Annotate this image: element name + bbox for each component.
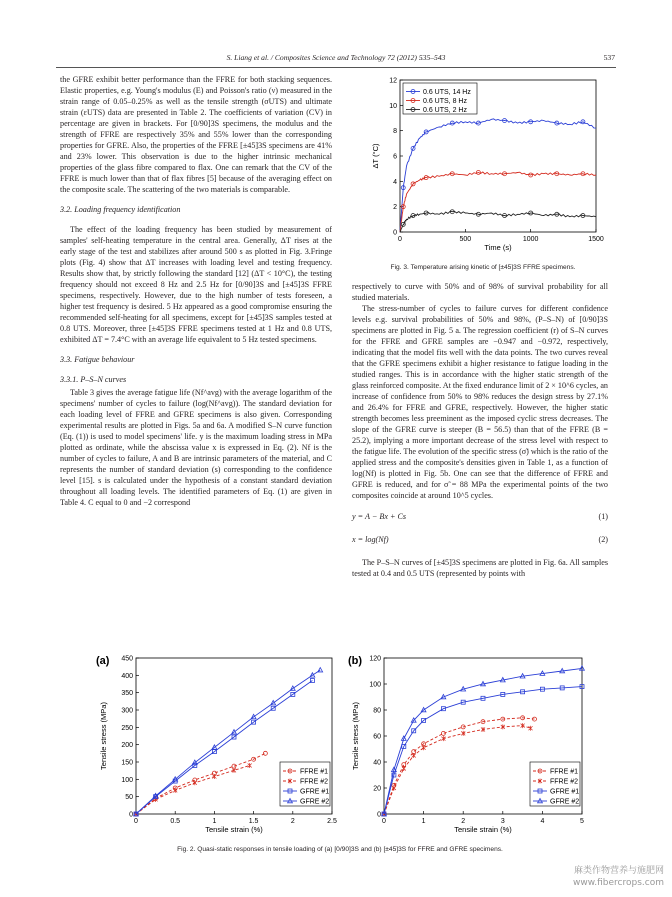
data-point xyxy=(193,780,197,785)
panel-label: (a) xyxy=(96,655,110,667)
series-line xyxy=(384,718,535,814)
x-tick-label: 5 xyxy=(580,818,584,825)
y-tick-label: 2 xyxy=(393,204,397,212)
series-line xyxy=(136,753,265,814)
page-number: 537 xyxy=(603,53,615,62)
legend-label: 0.6 UTS, 2 Hz xyxy=(423,106,467,114)
series-ffre-1 xyxy=(382,716,536,816)
series-0-6-uts-2-hz xyxy=(400,210,596,232)
x-tick-label: 0 xyxy=(398,236,402,243)
y-tick-label: 100 xyxy=(121,776,133,784)
x-axis-label: Tensile strain (%) xyxy=(205,825,263,834)
figure-3-chart xyxy=(370,74,610,262)
equation-2 xyxy=(352,534,608,545)
y-tick-label: 6 xyxy=(393,153,397,161)
x-tick-label: 2 xyxy=(461,818,466,825)
x-tick-label: 1500 xyxy=(588,236,604,243)
running-title: S. Liang et al. / Composites Science and Technology 72 (2012) 535–543 xyxy=(226,53,446,62)
y-tick-label: 0 xyxy=(377,811,381,819)
y-tick-label: 80 xyxy=(373,707,381,715)
y-tick-label: 0 xyxy=(393,229,397,237)
section-heading-3-3: 3.3. Fatigue behaviour xyxy=(60,355,135,364)
y-tick-label: 150 xyxy=(121,759,133,767)
x-tick-label: 1.5 xyxy=(248,818,259,825)
legend-label: GFRE #1 xyxy=(300,788,330,796)
y-tick-label: 200 xyxy=(121,742,133,750)
y-axis-label: ΔT (°C) xyxy=(371,143,380,169)
equation-1 xyxy=(352,511,608,522)
y-tick-label: 12 xyxy=(389,77,397,85)
data-point xyxy=(263,751,267,755)
x-tick-label: 1000 xyxy=(522,236,539,243)
y-tick-label: 8 xyxy=(393,128,397,136)
series-0-6-uts-8-hz xyxy=(400,170,596,232)
y-tick-label: 350 xyxy=(121,690,133,698)
watermark xyxy=(573,865,664,889)
data-point xyxy=(412,753,416,758)
data-point xyxy=(212,774,216,779)
running-header xyxy=(0,53,672,67)
legend-label: 0.6 UTS, 14 Hz xyxy=(423,88,471,96)
legend-label: GFRE #2 xyxy=(300,798,330,806)
right-paragraph-2: The stress-number of cycles to failure curves for different confidence levels e.g. survival probabilities of 50% and 98%, (P–S–N) of [0/90]3S specimens are plotted in Fig. 5 a. The regression coefficient (r) of S–N curves for the FFRE and GFRE samples are −0.947 and −0.972, respectively, indicating that the model fits well with the data points. The two curves reveal that the GFRE specimens exhibit a higher resistance to fatigue loading in the studied ranges. This is in accordance with the higher static strength of the glass reinforced composite. At the fixed endurance limit of 2 × 10^6 cycles, an increase of confidence from 50% to 98% reduces the design stress by 27.1% and 26.4% for FFRE and GFRE, respectively. However, the higher static strength becomes less preeminent as the imposed cyclic stress decreases. The slope of the GFRE curve is steeper (B = 56.5) than that of the FFRE (B = 25.2), implying a more important decrease of the stress level with respect to the fatigue life. The evolution of the specific stress (σ̃) which is the ratio of the applied stress and the composite's densities given in Table 1, as a function of log(Nf) is plotted in Fig. 5b. One can see that the difference of FFRE and GFRE is reduced, and for σ̃ = 88 MPa the experimental points of the two composites coincide at around 10^5 cycles. xyxy=(352,304,608,500)
watermark-line-2: www.fibercrops.com xyxy=(573,878,664,888)
y-tick-label: 450 xyxy=(121,655,133,663)
panel-label: (b) xyxy=(348,655,363,667)
equation-2-number: (2) xyxy=(598,535,608,544)
equation-1-body: y = A − Bx + Cs xyxy=(352,512,407,521)
x-tick-label: 0 xyxy=(382,818,386,825)
series-line xyxy=(136,766,250,815)
legend-label: FFRE #1 xyxy=(300,768,329,776)
x-axis-label: Tensile strain (%) xyxy=(454,825,512,834)
x-tick-label: 2 xyxy=(290,818,295,825)
x-tick-label: 500 xyxy=(459,236,472,243)
y-tick-label: 0 xyxy=(129,811,133,819)
left-paragraph-1: the GFRE exhibit better performance than the FFRE for both stacking sequences. Elastic properties, e.g. Young's modulus (E) and Poisson's ratio (ν) measured in the strain range of 0.05–0.25% as well as the tensile strength (σUTS) and ultimate strain (εUTS) data are presented in Table 2. The coefficients of variation (CV) in percentage are given in brackets. For [0/90]3S specimens, the modulus and the strength of FFRE are respectively 35% and 55% lower than the corresponding properties for GFRE. Also, the properties of the FFRE [±45]3S specimens are 41% and 23% lower. This observation is due to the higher intrinsic mechanical properties of the glass fibre compared to flax. One can remark that the CV of the FFRE is much lower than that of flax fibres [5] because of the averaging effect on the composite scale. The scattering of the two materials is comparable. xyxy=(60,75,332,194)
y-tick-label: 50 xyxy=(125,794,133,802)
equation-1-number: (1) xyxy=(598,512,608,521)
y-tick-label: 60 xyxy=(373,733,381,741)
watermark-line-1: 麻类作物营养与施肥网 xyxy=(573,866,664,876)
data-point xyxy=(402,766,406,771)
left-paragraph-3: Table 3 gives the average fatigue life (Nf^avg) with the average logarithm of the specimens' number of cycles to failure (log(Nf^avg)). The standard deviation for each loading level of FFRE and GFRE specimens is also given. Corresponding experimental results are plotted in Figs. 5a and 6a. A modified S–N curve function (Eq. (1)) is used to model specimens' life. y is the maximum loading stress in MPa plotted as ordinate, while the abscissa value x is expressed in Eq. (2). Nf is the number of cycles to failure, A and B are intrinsic parameters of the material, and C represents the number of standard deviation (s) corresponding to the confidence level [15]. s is calculated under the hypothesis of a constant standard deviation throughout all loading levels. The identified parameters of Eq. (1) are given in Table 4. C equal to 0 and −2 correspond xyxy=(60,388,332,507)
section-heading-3-2: 3.2. Loading frequency identification xyxy=(60,205,181,214)
figure-2-caption: Fig. 2. Quasi-static responses in tensile loading of (a) [0/90]3S and (b) [±45]3S for FFRE and GFRE specimens. xyxy=(177,846,503,853)
y-axis-label: Tensile stress (MPa) xyxy=(351,702,360,770)
right-column xyxy=(352,281,608,579)
left-column xyxy=(60,74,332,508)
legend-label: GFRE #2 xyxy=(550,798,580,806)
x-tick-label: 1 xyxy=(421,818,426,825)
subsection-heading-3-3-1: 3.3.1. P–S–N curves xyxy=(60,375,127,384)
x-axis-label: Time (s) xyxy=(484,243,512,252)
y-tick-label: 120 xyxy=(369,655,381,663)
data-point xyxy=(248,763,252,768)
figure-2b-chart xyxy=(344,652,590,842)
y-tick-label: 40 xyxy=(373,759,381,767)
legend xyxy=(530,762,580,806)
x-tick-label: 3 xyxy=(500,818,505,825)
series-line xyxy=(400,211,596,232)
legend-label: FFRE #1 xyxy=(550,768,579,776)
x-tick-label: 0.5 xyxy=(170,818,181,825)
data-point xyxy=(318,668,323,672)
series-ffre-2 xyxy=(134,763,252,817)
header-rule xyxy=(56,67,616,68)
y-tick-label: 400 xyxy=(121,672,133,680)
right-paragraph-1: respectively to curve with 50% and of 98% of survival probability for all studied materials. xyxy=(352,282,608,302)
legend xyxy=(403,83,477,114)
x-tick-label: 0 xyxy=(134,818,138,825)
figure-2a-chart xyxy=(92,652,338,842)
y-tick-label: 300 xyxy=(121,707,133,715)
data-point xyxy=(392,786,396,791)
data-point xyxy=(173,788,177,793)
legend xyxy=(280,762,330,806)
y-tick-label: 10 xyxy=(389,102,397,110)
legend-label: 0.6 UTS, 8 Hz xyxy=(423,97,467,105)
y-tick-label: 250 xyxy=(121,724,133,732)
figure-3-caption: Fig. 3. Temperature arising kinetic of [±45]3S FFRE specimens. xyxy=(390,264,576,271)
right-paragraph-3: The P–S–N curves of [±45]3S specimens are plotted in Fig. 6a. All samples tested at 0.4 and 0.5 UTS (represented by points with xyxy=(352,558,608,578)
equation-2-body: x = log(Nf) xyxy=(352,535,389,544)
y-tick-label: 100 xyxy=(369,681,381,689)
legend-label: GFRE #1 xyxy=(550,788,580,796)
y-axis-label: Tensile stress (MPa) xyxy=(99,702,108,770)
y-tick-label: 20 xyxy=(373,785,381,793)
x-tick-label: 1 xyxy=(212,818,217,825)
legend-label: FFRE #2 xyxy=(550,778,579,786)
legend-label: FFRE #2 xyxy=(300,778,329,786)
y-tick-label: 4 xyxy=(393,178,397,186)
series-line xyxy=(384,726,531,814)
data-point xyxy=(422,745,426,750)
series-line xyxy=(400,172,596,232)
left-paragraph-2: The effect of the loading frequency has been studied by measurement of samples' self-heating temperature in the central area. Generally, ΔT rises at the early stage of the test and stabilizes after around 500 s as plotted in Fig. 3.Fringe plots (Fig. 4) show that ΔT increases with loading level and testing frequency. Results show that, by strictly following the standard [12] (ΔT < 10°C), the testing frequency should not exceed 8 Hz and 2.5 Hz for [0/90]3S and [±45]3S FFRE specimens, respectively. However, due to the high number of tests foreseen, a higher test frequency is desired. 5 Hz appeared as a good compromise ensuring the recommended self-heating for all specimens, except for [±45]3S samples tested at 0.8 UTS. Moreover, three [±45]3S FFRE specimens tested at 1 Hz and 0.8 UTS, exhibited ΔT = 7.4°C with an average life equivalent to 5 Hz tested specimens. xyxy=(60,225,332,344)
x-tick-label: 2.5 xyxy=(327,818,337,825)
x-tick-label: 4 xyxy=(540,818,545,825)
